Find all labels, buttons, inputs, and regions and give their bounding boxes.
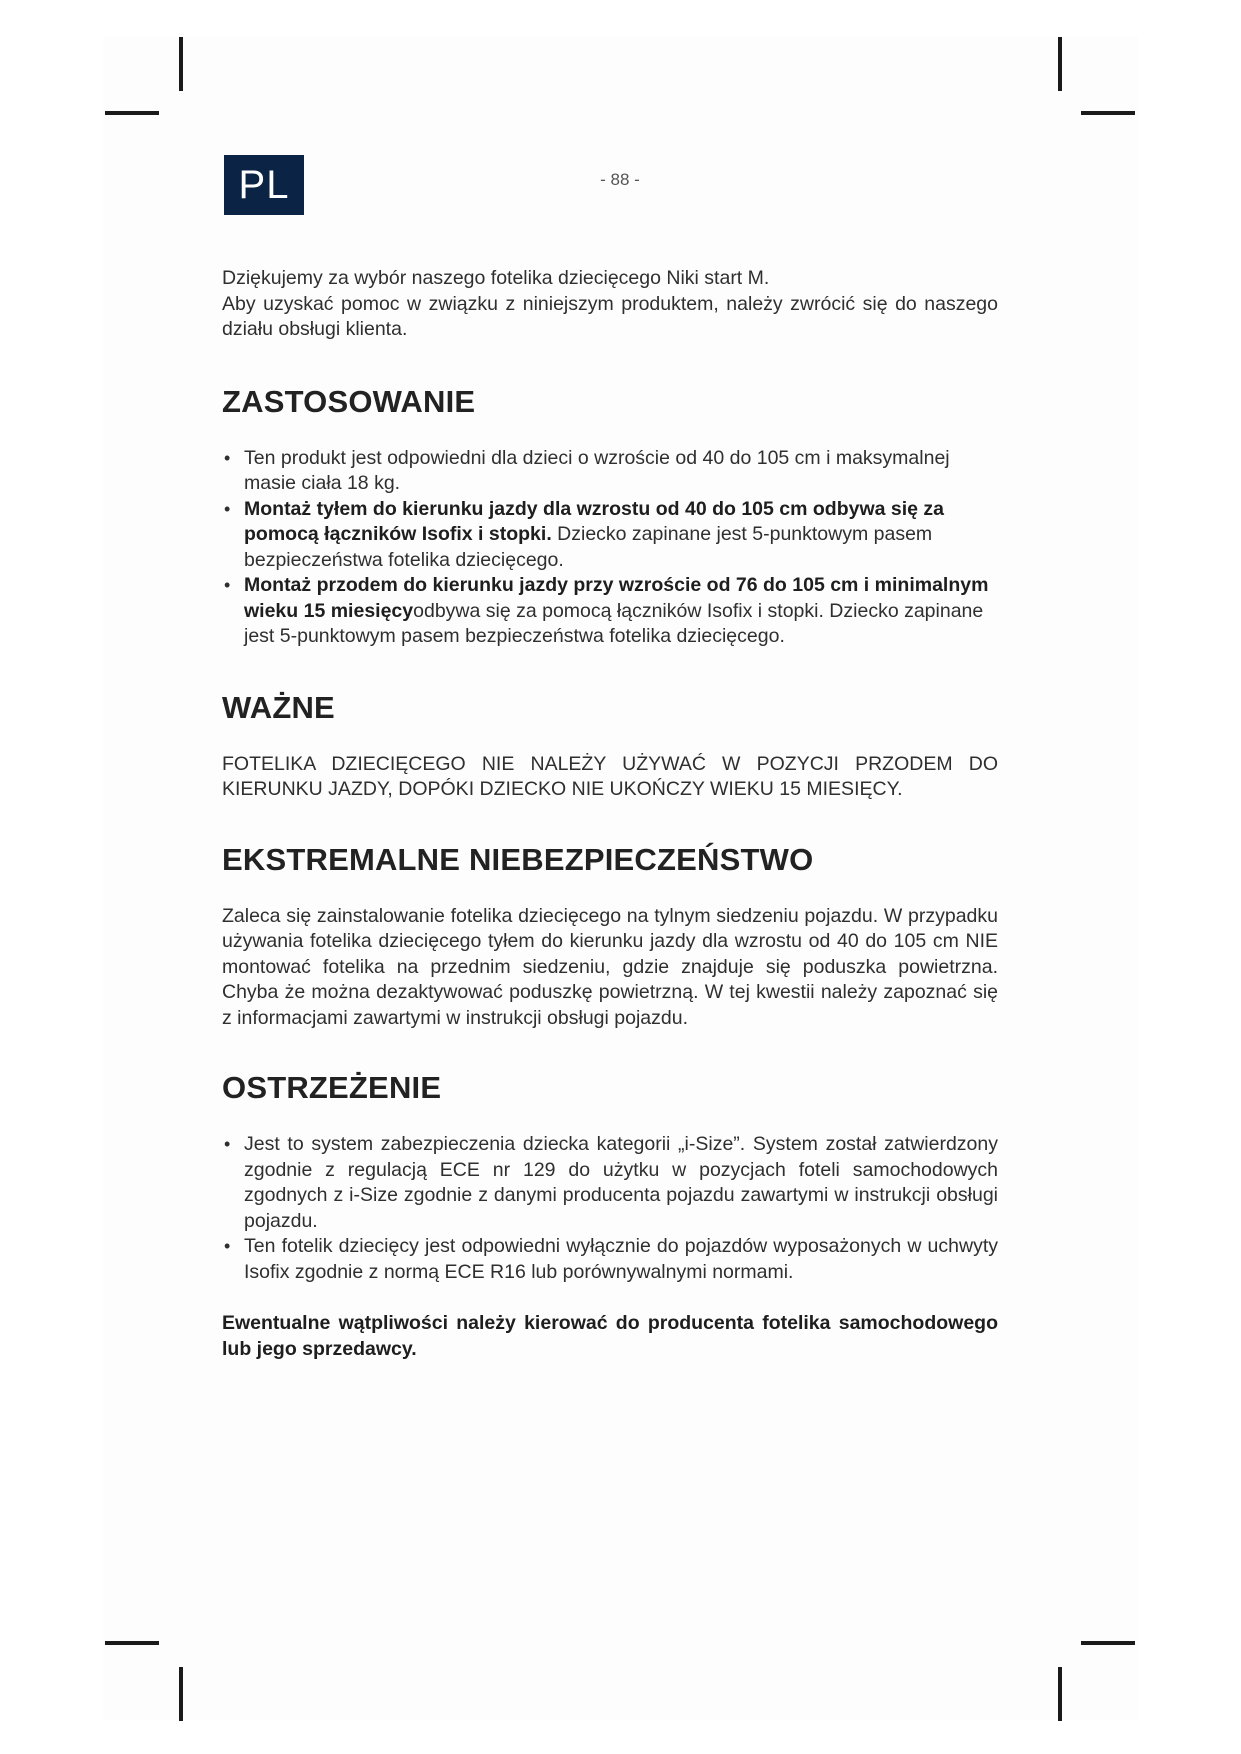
crop-mark-top-right-v: [1058, 37, 1062, 91]
section-title-wazne: WAŻNE: [222, 689, 335, 725]
crop-mark-bottom-left-h: [105, 1641, 159, 1645]
list-item: [222, 573, 998, 650]
list-item-text: odbywa się za pomocą łączników Isofix i stopki. Dziecko zapinane jest 5-punktowym pasem bezpieczeństwa fotelika dziecięcego.: [244, 599, 984, 647]
crop-mark-top-right-h: [1081, 111, 1135, 115]
list-item: • Jest to system zabezpieczenia dziecka kategorii „i-Size”. System został zatwierdzony zgodnie z regulacją ECE nr 129 do użytku w pozycjach foteli samochodowych zgodnych z i-Size zgodnie z danymi producenta pojazdu zawartymi w instrukcji obsługi pojazdu.: [222, 1132, 998, 1234]
list-item-text: Dziecko zapinane jest 5-punktowym pasem bezpieczeństwa fotelika dziecięcego.: [244, 523, 933, 571]
final-note: Ewentualne wątpliwości należy kierować do producenta fotelika samochodowego lub jego sprzedawcy.: [222, 1312, 998, 1360]
list-item-bold: Montaż tyłem do kierunku jazdy dla wzrostu od 40 do 105 cm odbywa się za pomocą łączników Isofix i stopki.: [244, 497, 945, 545]
zastosowanie-list: [222, 446, 998, 650]
section-title-zastosowanie: ZASTOSOWANIE: [222, 383, 476, 419]
page-number: - 88 -: [600, 170, 640, 189]
crop-mark-top-left-h: [105, 111, 159, 115]
language-badge: PL: [224, 155, 304, 215]
list-item: [222, 497, 998, 574]
list-item-text: Ten produkt jest odpowiedni dla dzieci o wzroście od 40 do 105 cm i maksymalnej masie ciała 18 kg.: [244, 446, 950, 494]
wazne-text: FOTELIKA DZIECIĘCEGO NIE NALEŻY UŻYWAĆ W POZYCJI PRZODEM DO KIERUNKU JAZDY, DOPÓKI DZIECKO NIE UKOŃCZY WIEKU 15 MIESIĘCY.: [222, 752, 998, 800]
ostrzezenie-list: [222, 1132, 998, 1285]
list-item: • Ten fotelik dziecięcy jest odpowiedni wyłącznie do pojazdów wyposażonych w uchwyty Isofix zgodnie z normą ECE R16 lub porównywalnymi normami.: [222, 1234, 998, 1285]
intro-section: [222, 266, 998, 343]
section-title-ekstremalne: EKSTREMALNE NIEBEZPIECZEŃSTWO: [222, 841, 814, 877]
crop-mark-bottom-left-v: [179, 1667, 183, 1721]
ekstremalne-text: Zaleca się zainstalowanie fotelika dziecięcego na tylnym siedzeniu pojazdu. W przypadku używania fotelika dziecięcego tyłem do kierunku jazdy dla wzrostu od 40 do 105 cm NIE montować fotelika na przednim siedzeniu, gdzie znajduje się poduszka powietrzna. Chyba że można dezaktywować poduszkę powietrzną. W tej kwestii należy zapoznać się z informacjami zawartymi w instrukcji obsługi pojazdu.: [222, 904, 998, 1029]
crop-mark-top-left-v: [179, 37, 183, 91]
intro-line-1: Dziękujemy za wybór naszego fotelika dziecięcego Niki start M.: [222, 267, 770, 289]
list-item: [222, 446, 998, 497]
intro-line-2: Aby uzyskać pomoc w związku z niniejszym produktem, należy zwrócić się do naszego działu obsługi klienta.: [222, 292, 998, 340]
crop-mark-bottom-right-v: [1058, 1667, 1062, 1721]
list-item-bold: Montaż przodem do kierunku jazdy przy wzroście od 76 do 105 cm i minimalnym wieku 15 miesięcy: [244, 574, 989, 622]
section-title-ostrzezenie: OSTRZEŻENIE: [222, 1070, 442, 1105]
crop-mark-bottom-right-h: [1081, 1641, 1135, 1645]
document-body: [222, 266, 998, 1362]
